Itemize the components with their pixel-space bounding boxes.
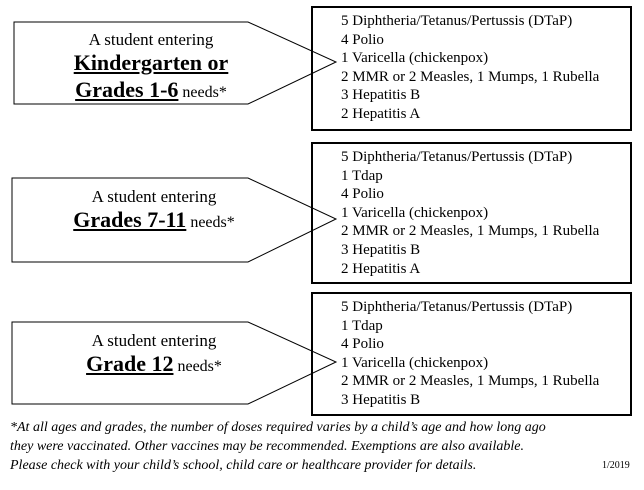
vaccine-item: 1 Varicella (chickenpox) bbox=[341, 50, 489, 67]
vaccine-list-12 bbox=[311, 292, 632, 416]
grade-label-k6 bbox=[46, 30, 256, 103]
vaccine-item: 5 Diphtheria/Tetanus/Pertussis (DTaP) bbox=[341, 149, 573, 165]
vaccine-item: 3 Hepatitis B bbox=[341, 241, 421, 258]
vaccine-item: 1 Varicella (chickenpox) bbox=[341, 204, 489, 221]
footnote-line: they were vaccinated. Other vaccines may be recommended. Exemptions are also available. bbox=[10, 439, 524, 454]
vaccine-item: 2 MMR or 2 Measles, 1 Mumps, 1 Rubella bbox=[341, 223, 600, 240]
requirement-group-7-11 bbox=[0, 140, 644, 285]
vaccine-item: 2 MMR or 2 Measles, 1 Mumps, 1 Rubella bbox=[341, 68, 600, 85]
vaccine-item: 3 Hepatitis B bbox=[341, 391, 421, 408]
revision-date: 1/2019 bbox=[602, 460, 630, 471]
vaccine-item: 2 Hepatitis A bbox=[341, 260, 421, 277]
grade-label-12 bbox=[44, 331, 264, 378]
footnote-line: *At all ages and grades, the number of doses required varies by a child’s age and how long ago bbox=[10, 420, 546, 435]
vaccine-item: 5 Diphtheria/Tetanus/Pertussis (DTaP) bbox=[341, 13, 573, 29]
grade-label-7-11 bbox=[44, 187, 264, 234]
vaccine-item: 1 Varicella (chickenpox) bbox=[341, 354, 489, 371]
grade-name: Grades 7-11 bbox=[73, 207, 187, 233]
intro-text: A student entering bbox=[91, 187, 217, 206]
vaccine-item: 2 MMR or 2 Measles, 1 Mumps, 1 Rubella bbox=[341, 373, 600, 390]
requirement-group-k6 bbox=[0, 0, 644, 140]
vaccine-item: 4 Polio bbox=[341, 186, 384, 203]
grade-name: Grade 12 bbox=[86, 351, 174, 377]
footnote-line: Please check with your child’s school, child care or healthcare provider for details. bbox=[10, 458, 477, 473]
intro-text: A student entering bbox=[88, 30, 214, 49]
vaccine-item: 1 Tdap bbox=[341, 167, 383, 184]
vaccine-item: 5 Diphtheria/Tetanus/Pertussis (DTaP) bbox=[341, 299, 573, 315]
grade-name: Grades 1-6 bbox=[75, 76, 179, 102]
grade-name: Kindergarten or bbox=[73, 50, 229, 76]
vaccine-list-7-11 bbox=[311, 142, 632, 284]
needs-text: needs* bbox=[182, 83, 227, 101]
vaccine-item: 4 Polio bbox=[341, 336, 384, 353]
requirement-group-12 bbox=[0, 288, 644, 418]
intro-text: A student entering bbox=[91, 331, 217, 350]
vaccine-item: 4 Polio bbox=[341, 31, 384, 48]
needs-text: needs* bbox=[177, 358, 222, 376]
vaccine-item: 1 Tdap bbox=[341, 317, 383, 334]
vaccine-item: 3 Hepatitis B bbox=[341, 87, 421, 104]
needs-text: needs* bbox=[190, 214, 235, 232]
vaccine-list-k6 bbox=[311, 6, 632, 131]
vaccine-item: 2 Hepatitis A bbox=[341, 105, 421, 122]
footnote bbox=[10, 418, 610, 475]
